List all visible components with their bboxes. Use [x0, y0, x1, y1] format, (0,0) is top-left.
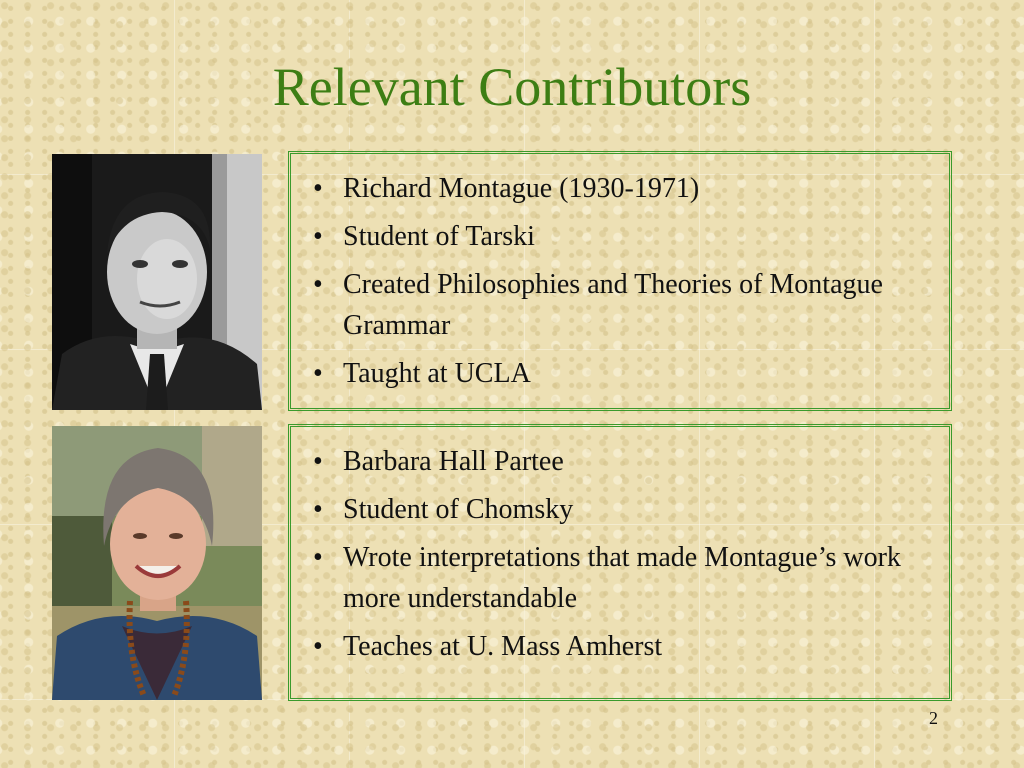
bullet-item: • Wrote interpretations that made Montague’s work more understandable: [309, 537, 937, 619]
bullet-item: • Student of Tarski: [309, 216, 937, 257]
partee-info-box: [288, 424, 952, 701]
montague-info-box: [288, 151, 952, 411]
montague-photo: [52, 154, 262, 410]
partee-bullet-list: [291, 427, 949, 667]
slide-title: Relevant Contributors: [272, 57, 752, 117]
bullet-item: • Barbara Hall Partee: [309, 441, 937, 482]
bullet-item: • Created Philosophies and Theories of Montague Grammar: [309, 264, 937, 346]
bullet-item: • Richard Montague (1930-1971): [309, 168, 937, 209]
bullet-item: • Taught at UCLA: [309, 353, 937, 394]
bullet-item: • Teaches at U. Mass Amherst: [309, 626, 937, 667]
partee-photo: [52, 426, 262, 700]
page-number: 2: [929, 708, 938, 728]
bullet-item: • Student of Chomsky: [309, 489, 937, 530]
montague-bullet-list: [291, 154, 949, 394]
